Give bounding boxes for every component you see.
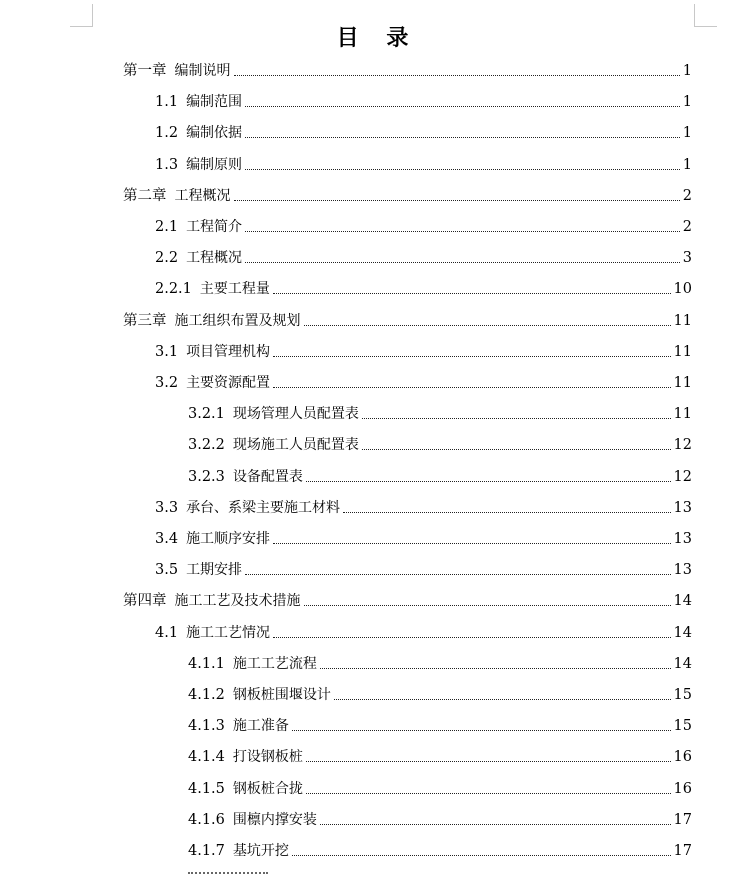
toc-dot-leader: [292, 730, 671, 731]
toc-dot-leader: [245, 137, 680, 138]
toc-dot-leader: [343, 512, 670, 513]
toc-dot-leader: [320, 824, 671, 825]
toc-entry[interactable]: [155, 623, 692, 643]
toc-entry-number: 4.1.2: [188, 687, 225, 703]
cut-off-next-entry: [188, 866, 268, 874]
toc-entry[interactable]: [188, 810, 692, 830]
toc-entry[interactable]: [155, 217, 692, 237]
toc-entry-number: 4.1.4: [188, 749, 225, 766]
toc-entry-page-number: 11: [673, 312, 692, 329]
toc-dot-leader: [273, 293, 671, 294]
toc-entry-title: 工程概况: [174, 187, 231, 204]
toc-entry-page-number: 3: [682, 250, 692, 267]
toc-entry[interactable]: [155, 279, 692, 299]
toc-entry[interactable]: [155, 92, 692, 112]
toc-entry[interactable]: [188, 685, 692, 705]
toc-entry[interactable]: [155, 529, 692, 549]
toc-entry-page-number: 10: [673, 281, 692, 298]
toc-dot-leader: [273, 637, 670, 638]
toc-entry[interactable]: [188, 841, 692, 861]
toc-entry[interactable]: [155, 155, 692, 175]
toc-title: 目 录: [336, 26, 419, 51]
toc-entry-page-number: 17: [673, 811, 692, 828]
toc-entry-number: 第四章: [123, 593, 167, 610]
toc-entry[interactable]: [155, 560, 692, 580]
toc-entry-number: 4.1: [155, 624, 179, 641]
toc-entry[interactable]: [188, 716, 692, 736]
toc-entry[interactable]: [188, 747, 692, 767]
toc-entry-title: 钢板桩围堰设计: [232, 687, 331, 703]
toc-entry[interactable]: [188, 467, 692, 487]
toc-dot-leader: [304, 325, 671, 326]
toc-entry[interactable]: [155, 342, 692, 362]
toc-entry-number: 1.2: [155, 125, 179, 142]
toc-entry-title: 基坑开挖: [232, 843, 289, 859]
toc-entry-page-number: 1: [682, 125, 692, 142]
toc-entry-page-number: 1: [682, 156, 692, 173]
toc-dot-leader: [292, 855, 671, 856]
toc-entry-number: 4.1.1: [188, 655, 225, 672]
toc-entry-number: 2.2.1: [155, 281, 192, 298]
toc-entry-number: 4.1.5: [188, 780, 225, 797]
toc-entry-title: 现场施工人员配置表: [232, 437, 359, 454]
toc-dot-leader: [334, 699, 671, 700]
toc-entry-number: 4.1.6: [188, 811, 225, 828]
toc-dot-leader: [245, 262, 680, 263]
toc-entry-number: 第二章: [123, 187, 167, 204]
toc-entry-number: 3.2.3: [188, 468, 225, 485]
toc-entry-title: 施工顺序安排: [186, 531, 271, 547]
toc-entry-title: 钢板桩合拢: [232, 780, 303, 797]
toc-entry-page-number: 14: [673, 655, 692, 672]
toc-entry-title: 围檩内撑安装: [232, 811, 317, 828]
toc-dot-leader: [273, 387, 670, 388]
toc-entry-title: 项目管理机构: [186, 343, 271, 360]
toc-entry-title: 施工工艺及技术措施: [174, 593, 301, 610]
toc-entry[interactable]: [155, 498, 692, 518]
toc-entry-number: 3.5: [155, 562, 179, 579]
toc-entry-number: 3.2.2: [188, 437, 225, 454]
toc-entry[interactable]: [188, 435, 692, 455]
toc-entry-number: 3.4: [155, 531, 179, 547]
toc-entry-page-number: 14: [673, 593, 692, 610]
toc-entry-title: 现场管理人员配置表: [232, 406, 359, 423]
toc-entry[interactable]: [155, 248, 692, 268]
toc-dot-leader: [320, 668, 671, 669]
toc-entry-number: 3.3: [155, 499, 179, 516]
toc-entry[interactable]: [155, 123, 692, 143]
toc-dot-leader: [245, 169, 680, 170]
toc-dot-leader: [306, 481, 671, 482]
toc-dot-leader: [245, 231, 680, 232]
toc-entry-page-number: 13: [673, 562, 692, 579]
toc-entry-number: 2.1: [155, 219, 179, 235]
toc-entry-number: 3.2.1: [188, 406, 225, 423]
toc-entry-title: 编制范围: [186, 94, 243, 111]
toc-entry[interactable]: [155, 373, 692, 393]
toc-entry-title: 主要工程量: [199, 281, 270, 298]
toc-dot-leader: [306, 793, 671, 794]
toc-entry-page-number: 1: [682, 63, 692, 79]
toc-dot-leader: [245, 574, 670, 575]
toc-entry-page-number: 11: [673, 406, 692, 423]
toc-dot-leader: [304, 605, 671, 606]
toc-entry[interactable]: [123, 591, 692, 611]
toc-entry-number: 第三章: [123, 312, 167, 329]
toc-entry-title: 主要资源配置: [186, 375, 271, 391]
toc-entry-page-number: 15: [673, 687, 692, 703]
toc-entry-page-number: 14: [673, 624, 692, 641]
toc-entry-number: 第一章: [123, 63, 167, 79]
toc-entry-page-number: 2: [682, 219, 692, 235]
toc-entry[interactable]: [188, 654, 692, 674]
toc-entry-page-number: 16: [673, 749, 692, 766]
toc-entry-number: 4.1.7: [188, 843, 225, 859]
toc-entry-page-number: 16: [673, 780, 692, 797]
toc-entry-title: 施工组织布置及规划: [174, 312, 301, 329]
toc-entry-page-number: 11: [673, 343, 692, 360]
toc-entry-title: 编制依据: [186, 125, 243, 142]
toc-entry-number: 4.1.3: [188, 718, 225, 735]
toc-entry-number: 1.1: [155, 94, 179, 111]
toc-entry-title: 施工准备: [232, 718, 289, 735]
toc-entry-title: 设备配置表: [232, 468, 303, 485]
toc-dot-leader: [362, 449, 671, 450]
toc-dot-leader: [362, 418, 671, 419]
toc-entry-number: 2.2: [155, 250, 179, 267]
toc-entry-title: 编制说明: [174, 63, 231, 79]
toc-dot-leader: [245, 106, 680, 107]
toc-entry[interactable]: [188, 779, 692, 799]
toc-entry[interactable]: [123, 311, 692, 331]
toc-dot-leader: [273, 543, 670, 544]
toc-entry[interactable]: [123, 186, 692, 206]
toc-entry-number: 3.1: [155, 343, 179, 360]
toc-entry-title: 编制原则: [186, 156, 243, 173]
toc-entry[interactable]: [188, 404, 692, 424]
toc-dot-leader: [234, 75, 680, 76]
toc-entry-number: 3.2: [155, 375, 179, 391]
toc-entry-title: 施工工艺情况: [186, 624, 271, 641]
toc-entry-page-number: 2: [682, 187, 692, 204]
toc-entry-page-number: 15: [673, 718, 692, 735]
toc-entry-title: 工程概况: [186, 250, 243, 267]
toc-entry-page-number: 12: [673, 437, 692, 454]
toc-entry-page-number: 17: [673, 843, 692, 859]
toc-entry-page-number: 13: [673, 499, 692, 516]
toc-entry-page-number: 11: [673, 375, 692, 391]
toc-entry-page-number: 12: [673, 468, 692, 485]
toc-dot-leader: [306, 761, 671, 762]
toc-entry-title: 打设钢板桩: [232, 749, 303, 766]
toc-entry-page-number: 13: [673, 531, 692, 547]
toc-dot-leader: [273, 356, 670, 357]
toc-entry-number: 1.3: [155, 156, 179, 173]
toc-dot-leader: [234, 200, 680, 201]
toc-entry-title: 承台、系梁主要施工材料: [186, 499, 341, 516]
toc-entry[interactable]: [123, 61, 692, 81]
toc-entry-title: 施工工艺流程: [232, 655, 317, 672]
toc-entry-page-number: 1: [682, 94, 692, 111]
toc-entry-title: 工程简介: [186, 219, 243, 235]
toc-entry-title: 工期安排: [186, 562, 243, 579]
